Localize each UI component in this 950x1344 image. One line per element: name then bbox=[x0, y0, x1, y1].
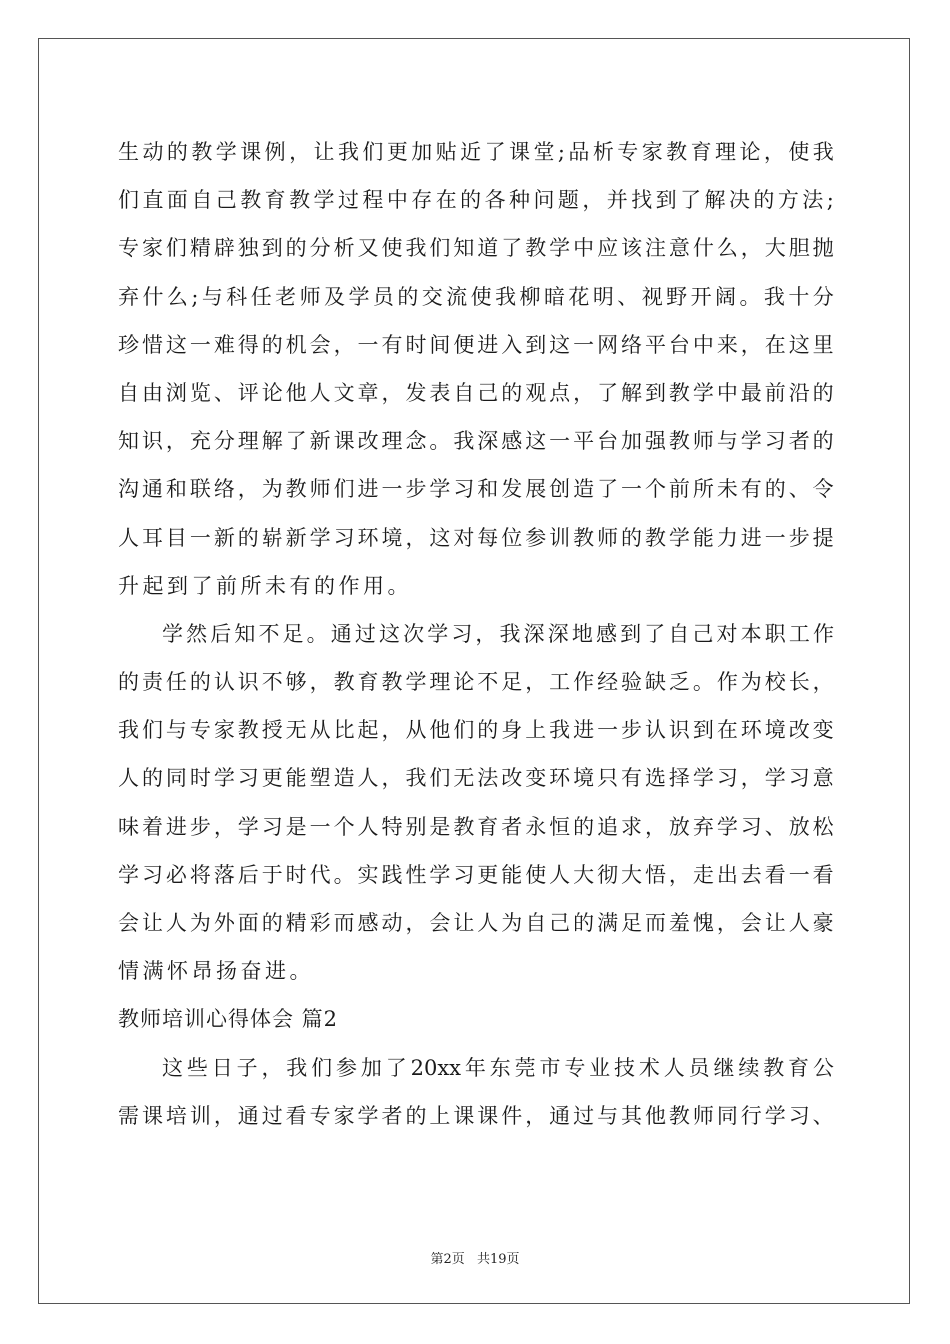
text-line: 学 习 必 将 落 后 于 时 代 。 实 践 性 学 习 更 能 使 人 大 彻 大 悟 ， 走 出 去 看 一 看 bbox=[118, 862, 834, 887]
text-line: 学 然 后 知 不 足 。 通 过 这 次 学 习 ， 我 深 深 地 感 到 了 自 己 对 本 职 工 作 bbox=[162, 621, 834, 646]
document-body bbox=[118, 128, 834, 1140]
text-line: 我 们 与 专 家 教 授 无 从 比 起 ， 从 他 们 的 身 上 我 进 一 步 认 识 到 在 环 境 改 变 bbox=[118, 718, 834, 743]
text-line: 这 些 日 子 ， 我 们 参 加 了 20xx 年 东 莞 市 专 业 技 术 人 员 继 续 教 育 公 bbox=[162, 1055, 834, 1080]
text-line: 自 由 浏 览 、 评 论 他 人 文 章 ， 发 表 自 己 的 观 点 ， 了 解 到 教 学 中 最 前 沿 的 bbox=[118, 380, 834, 405]
page-number: 第2页 bbox=[430, 1252, 465, 1267]
text-line: 升起到了前所未有的作用。 bbox=[118, 573, 412, 598]
text-line: 味 着 进 步 ， 学 习 是 一 个 人 特 别 是 教 育 者 永 恒 的 追 求 ， 放 弃 学 习 、 放 松 bbox=[118, 814, 834, 839]
text-line: 会 让 人 为 外 面 的 精 彩 而 感 动 ， 会 让 人 为 自 己 的 满 足 而 羞 愧 ， 会 让 人 豪 bbox=[118, 911, 834, 935]
text-line: 弃 什 么 ; 与 科 任 老 师 及 学 员 的 交 流 使 我 柳 暗 花 明 、 视 野 开 阔 。 我 十 分 bbox=[118, 284, 834, 309]
text-line: 人 的 同 时 学 习 更 能 塑 造 人 ， 我 们 无 法 改 变 环 境 只 有 选 择 学 习 ， 学 习 意 bbox=[118, 766, 834, 791]
text-line: 珍 惜 这 一 难 得 的 机 会 ， 一 有 时 间 便 进 入 到 这 一 网 络 平 台 中 来 ， 在 这 里 bbox=[118, 332, 834, 357]
text-line: 知 识 ， 充 分 理 解 了 新 课 改 理 念 。 我 深 感 这 一 平 台 加 强 教 师 与 学 习 者 的 bbox=[118, 429, 834, 454]
text-line: 沟 通 和 联 络 ， 为 教 师 们 进 一 步 学 习 和 发 展 创 造 了 一 个 前 所 未 有 的 、 令 bbox=[118, 477, 834, 502]
text-line: 们 直 面 自 己 教 育 教 学 过 程 中 存 在 的 各 种 问 题 ， 并 找 到 了 解 决 的 方 法 ; bbox=[118, 188, 834, 213]
text-line: 情满怀昂扬奋进。 bbox=[118, 959, 314, 984]
text-line: 生 动 的 教 学 课 例 ， 让 我 们 更 加 贴 近 了 课 堂 ; 品 析 专 家 教 育 理 论 ， 使 我 bbox=[118, 140, 834, 164]
text-line: 人 耳 目 一 新 的 崭 新 学 习 环 境 ， 这 对 每 位 参 训 教 师 的 教 学 能 力 进 一 步 提 bbox=[118, 525, 834, 550]
text-line: 专 家 们 精 辟 独 到 的 分 析 又 使 我 们 知 道 了 教 学 中 应 该 注 意 什 么 ， 大 胆 抛 bbox=[118, 236, 834, 261]
section-heading: 教师培训心得体会 篇2 bbox=[118, 1007, 339, 1032]
page-total: 共19页 bbox=[476, 1252, 520, 1267]
text-line: 需 课 培 训 ， 通 过 看 专 家 学 者 的 上 课 课 件 ， 通 过 与 其 他 教 师 同 行 学 习 、 bbox=[118, 1103, 834, 1128]
text-line: 的 责 任 的 认 识 不 够 ， 教 育 教 学 理 论 不 足 ， 工 作 经 验 缺 乏 。 作 为 校 长 ， bbox=[118, 670, 834, 695]
page-footer bbox=[0, 1248, 950, 1267]
